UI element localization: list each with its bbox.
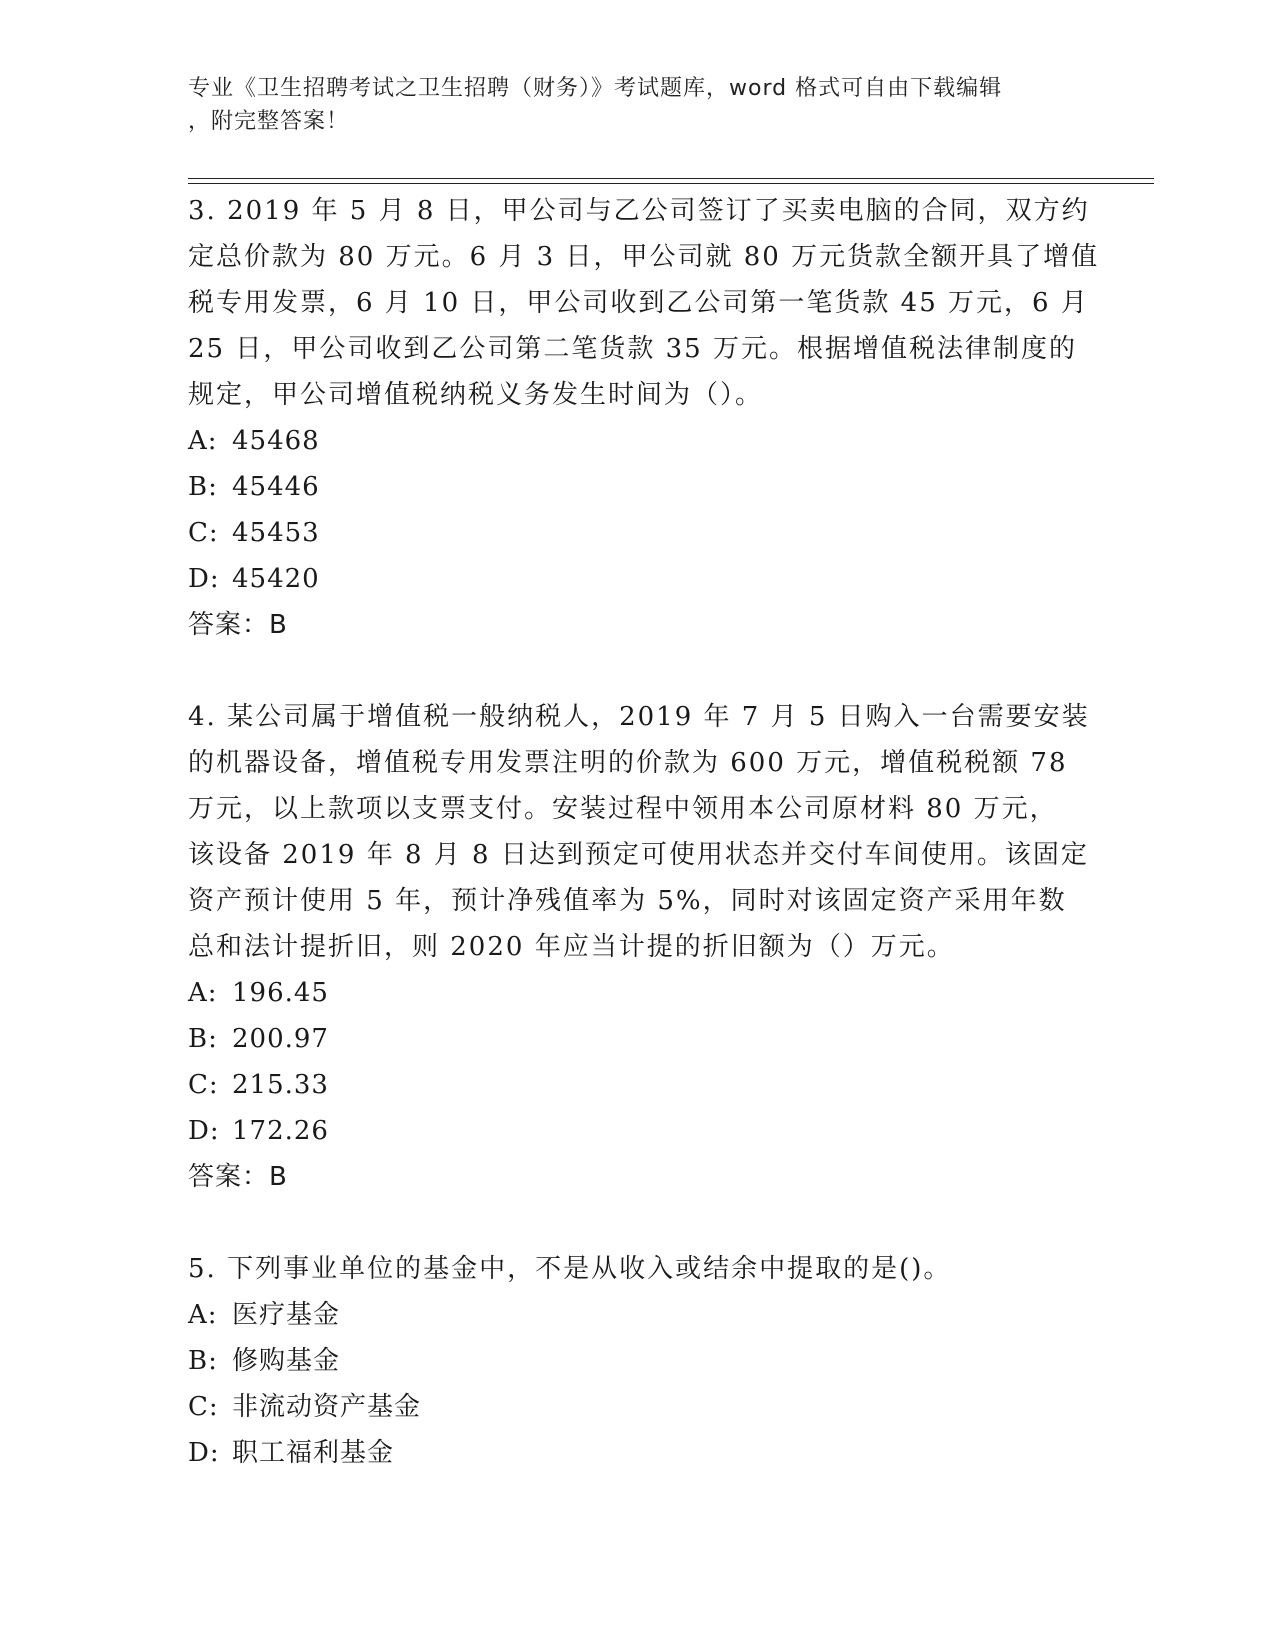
option-key: C: xyxy=(188,1392,219,1422)
option-text: 45453 xyxy=(232,518,320,548)
option-key: D: xyxy=(188,564,220,594)
option-d xyxy=(188,556,1088,602)
option-key: A: xyxy=(188,978,218,1008)
question-text-line: 5. 下列事业单位的基金中，不是从收入或结余中提取的是()。 xyxy=(188,1254,952,1284)
question-text-line: 3. 2019 年 5 月 8 日，甲公司与乙公司签订了买卖电脑的合同，双方约 xyxy=(188,196,1090,226)
option-text: 职工福利基金 xyxy=(232,1438,395,1468)
question-text-line: 规定，甲公司增值税纳税义务发生时间为（）。 xyxy=(188,380,764,410)
option-key: B: xyxy=(188,472,218,502)
header-divider-top xyxy=(188,178,1154,179)
option-c xyxy=(188,1062,1088,1108)
question-text-line: 资产预计使用 5 年，预计净残值率为 5%，同时对该固定资产采用年数 xyxy=(188,886,1067,916)
question-text-line: 定总价款为 80 万元。6 月 3 日，甲公司就 80 万元货款全额开具了增值 xyxy=(188,242,1100,272)
option-text: 非流动资产基金 xyxy=(232,1392,422,1422)
question-text-line: 25 日，甲公司收到乙公司第二笔货款 35 万元。根据增值税法律制度的 xyxy=(188,334,1077,364)
spacer xyxy=(188,648,1088,694)
question-text-line: 该设备 2019 年 8 月 8 日达到预定可使用状态并交付车间使用。该固定 xyxy=(188,840,1089,870)
header-divider-bottom xyxy=(188,183,1154,184)
option-key: B: xyxy=(188,1346,218,1376)
option-a xyxy=(188,970,1088,1016)
question-3 xyxy=(188,188,1100,418)
question-text-line: 税专用发票，6 月 10 日，甲公司收到乙公司第一笔货款 45 万元，6 月 xyxy=(188,288,1089,318)
option-key: A: xyxy=(188,426,218,456)
option-key: C: xyxy=(188,1070,219,1100)
question-4 xyxy=(188,694,1088,970)
option-key: D: xyxy=(188,1116,220,1146)
question-text-line: 万元，以上款项以支票支付。安装过程中领用本公司原材料 80 万元， xyxy=(188,794,1058,824)
option-text: 45446 xyxy=(232,472,320,502)
question-text-line: 总和法计提折旧，则 2020 年应当计提的折旧额为（）万元。 xyxy=(188,932,955,962)
option-text: 医疗基金 xyxy=(232,1300,341,1330)
option-a xyxy=(188,1292,1088,1338)
option-text: 196.45 xyxy=(232,978,329,1008)
header-line-1: 专业《卫生招聘考试之卫生招聘（财务）》考试题库，word 格式可自由下载编辑 xyxy=(188,76,1003,101)
option-text: 45420 xyxy=(232,564,320,594)
document-header xyxy=(188,72,1088,138)
question-list xyxy=(188,188,1100,1476)
option-c xyxy=(188,510,1088,556)
answer-line: 答案：B xyxy=(188,610,288,640)
option-c xyxy=(188,1384,1088,1430)
option-b xyxy=(188,1016,1088,1062)
option-d xyxy=(188,1430,1088,1476)
option-text: 215.33 xyxy=(232,1070,329,1100)
option-d xyxy=(188,1108,1088,1154)
option-text: 45468 xyxy=(232,426,320,456)
option-key: C: xyxy=(188,518,219,548)
header-line-2: ，附完整答案！ xyxy=(188,109,350,134)
option-text: 修购基金 xyxy=(232,1346,341,1376)
option-key: D: xyxy=(188,1438,220,1468)
option-text: 200.97 xyxy=(232,1024,329,1054)
question-5 xyxy=(188,1246,1088,1292)
option-text: 172.26 xyxy=(232,1116,329,1146)
spacer xyxy=(188,1200,1088,1246)
option-a xyxy=(188,418,1088,464)
answer-line: 答案：B xyxy=(188,1162,288,1192)
option-key: B: xyxy=(188,1024,218,1054)
option-b xyxy=(188,1338,1088,1384)
question-text-line: 的机器设备，增值税专用发票注明的价款为 600 万元，增值税税额 78 xyxy=(188,748,1068,778)
option-b xyxy=(188,464,1088,510)
question-text-line: 4. 某公司属于增值税一般纳税人，2019 年 7 月 5 日购入一台需要安装 xyxy=(188,702,1090,732)
option-key: A: xyxy=(188,1300,218,1330)
